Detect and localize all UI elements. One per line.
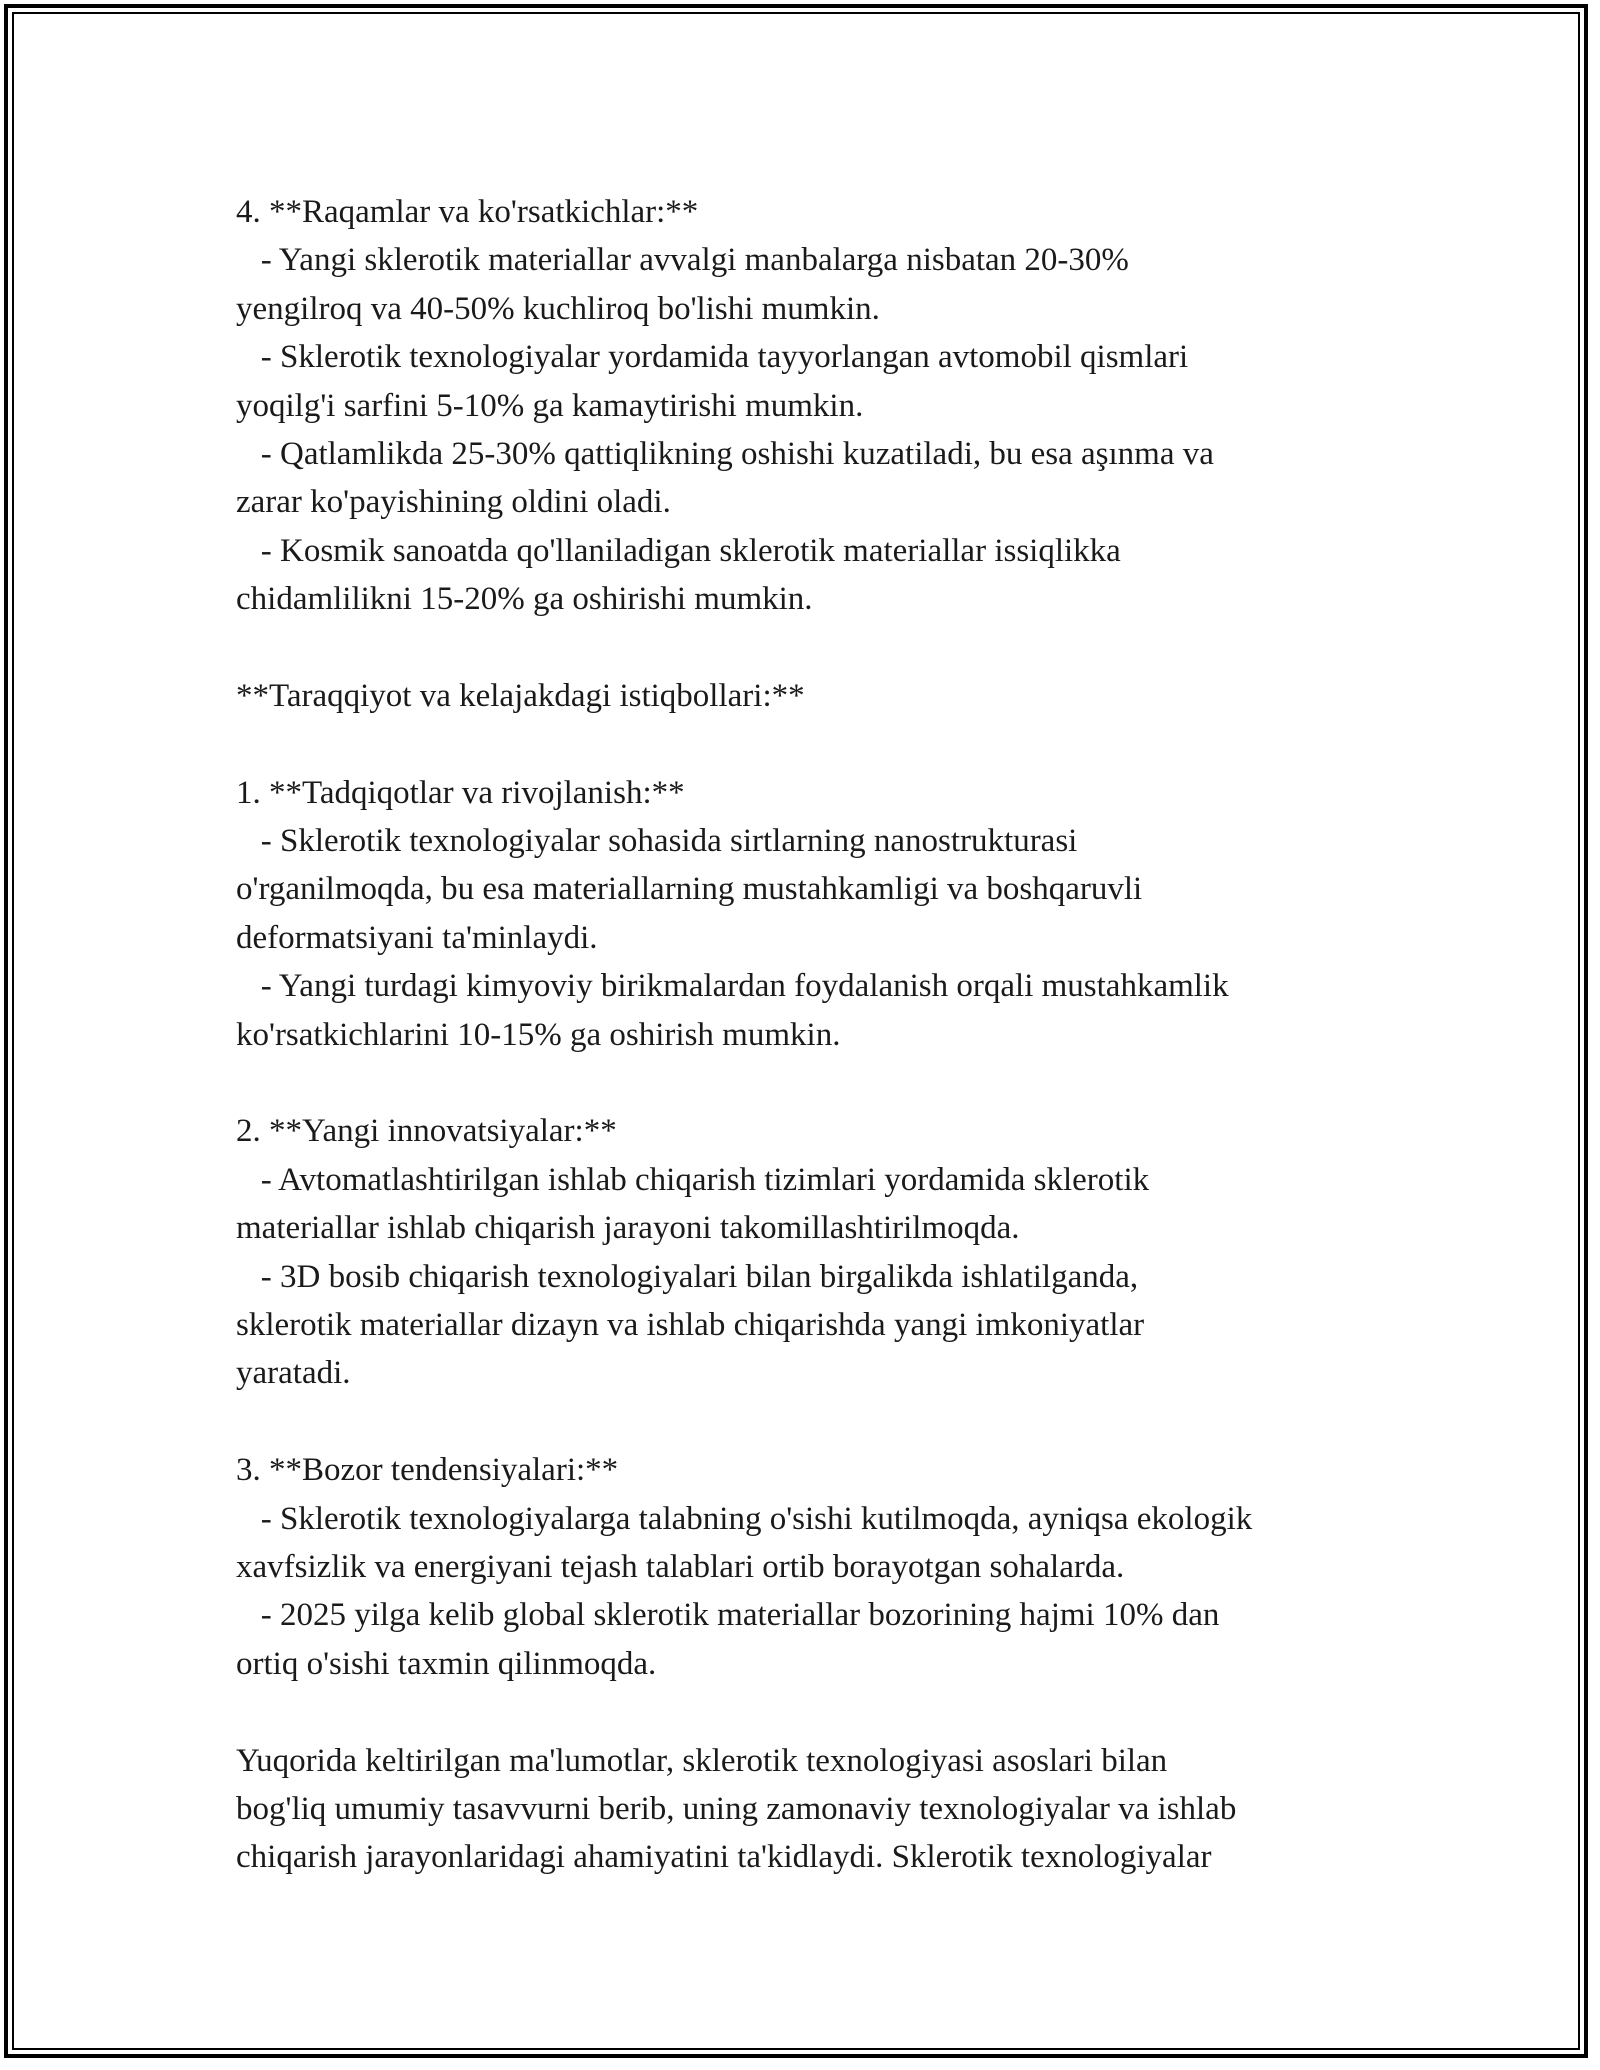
text-line: - Qatlamlikda 25-30% qattiqlikning oshishi kuzatiladi, bu esa aşınma va bbox=[236, 435, 1214, 472]
text-line: - Kosmik sanoatda qo'llaniladigan sklerotik materiallar issiqlikka bbox=[236, 532, 1121, 569]
text-line: zarar ko'payishining oldini oladi. bbox=[236, 484, 671, 521]
text-line: sklerotik materiallar dizayn va ishlab chiqarishda yangi imkoniyatlar bbox=[236, 1306, 1145, 1343]
blank-line bbox=[236, 1059, 1436, 1107]
text-line: - 2025 yilga kelib global sklerotik materiallar bozorining hajmi 10% dan bbox=[236, 1597, 1220, 1634]
text-line: 4. **Raqamlar va ko'rsatkichlar:** bbox=[236, 194, 699, 230]
blank-line bbox=[236, 720, 1436, 768]
text-line: yoqilg'i sarfini 5-10% ga kamaytirishi mumkin. bbox=[236, 387, 864, 424]
blank-line bbox=[236, 624, 1436, 672]
text-line: - Sklerotik texnologiyalarga talabning o'sishi kutilmoqda, ayniqsa ekologik bbox=[236, 1500, 1253, 1537]
text-line: 1. **Tadqiqotlar va rivojlanish:** bbox=[236, 774, 685, 811]
text-line: - Avtomatlashtirilgan ishlab chiqarish tizimlari yordamida sklerotik bbox=[236, 1161, 1150, 1198]
text-line: deformatsiyani ta'minlaydi. bbox=[236, 919, 598, 956]
text-line: yaratadi. bbox=[236, 1355, 351, 1392]
text-line: ko'rsatkichlarini 10-15% ga oshirish mumkin. bbox=[236, 1016, 841, 1053]
text-line: bog'liq umumiy tasavvurni berib, uning zamonaviy texnologiyalar va ishlab bbox=[236, 1790, 1237, 1827]
text-line: 2. **Yangi innovatsiyalar:** bbox=[236, 1113, 617, 1150]
text-line: - 3D bosib chiqarish texnologiyalari bilan birgalikda ishlatilganda, bbox=[236, 1258, 1139, 1295]
text-line: o'rganilmoqda, bu esa materiallarning mustahkamligi va boshqaruvli bbox=[236, 871, 1143, 908]
text-line: materiallar ishlab chiqarish jarayoni takomillashtirilmoqda. bbox=[236, 1210, 1020, 1247]
text-line: - Sklerotik texnologiyalar sohasida sirtlarning nanostrukturasi bbox=[236, 823, 1078, 860]
text-line: 3. **Bozor tendensiyalari:** bbox=[236, 1452, 619, 1489]
text-line: Yuqorida keltirilgan ma'lumotlar, sklerotik texnologiyasi asoslari bilan bbox=[236, 1742, 1168, 1779]
text-line: - Sklerotik texnologiyalar yordamida tayyorlangan avtomobil qismlari bbox=[236, 339, 1189, 376]
document-body bbox=[236, 188, 1436, 1882]
text-line: yengilroq va 40-50% kuchliroq bo'lishi mumkin. bbox=[236, 290, 880, 327]
text-line: chiqarish jarayonlaridagi ahamiyatini ta'kidlaydi. Sklerotik texnologiyalar bbox=[236, 1839, 1212, 1876]
text-line: **Taraqqiyot va kelajakdagi istiqbollari:** bbox=[236, 677, 805, 714]
text-line: - Yangi sklerotik materiallar avvalgi manbalarga nisbatan 20-30% bbox=[236, 242, 1129, 279]
text-line: xavfsizlik va energiyani tejash talablari ortib borayotgan sohalarda. bbox=[236, 1548, 1125, 1585]
blank-line bbox=[236, 1688, 1436, 1736]
text-line: chidamlilikni 15-20% ga oshirishi mumkin. bbox=[236, 581, 813, 618]
text-line: ortiq o'sishi taxmin qilinmoqda. bbox=[236, 1645, 657, 1682]
blank-line bbox=[236, 1398, 1436, 1446]
text-line: - Yangi turdagi kimyoviy birikmalardan foydalanish orqali mustahkamlik bbox=[236, 968, 1229, 1005]
